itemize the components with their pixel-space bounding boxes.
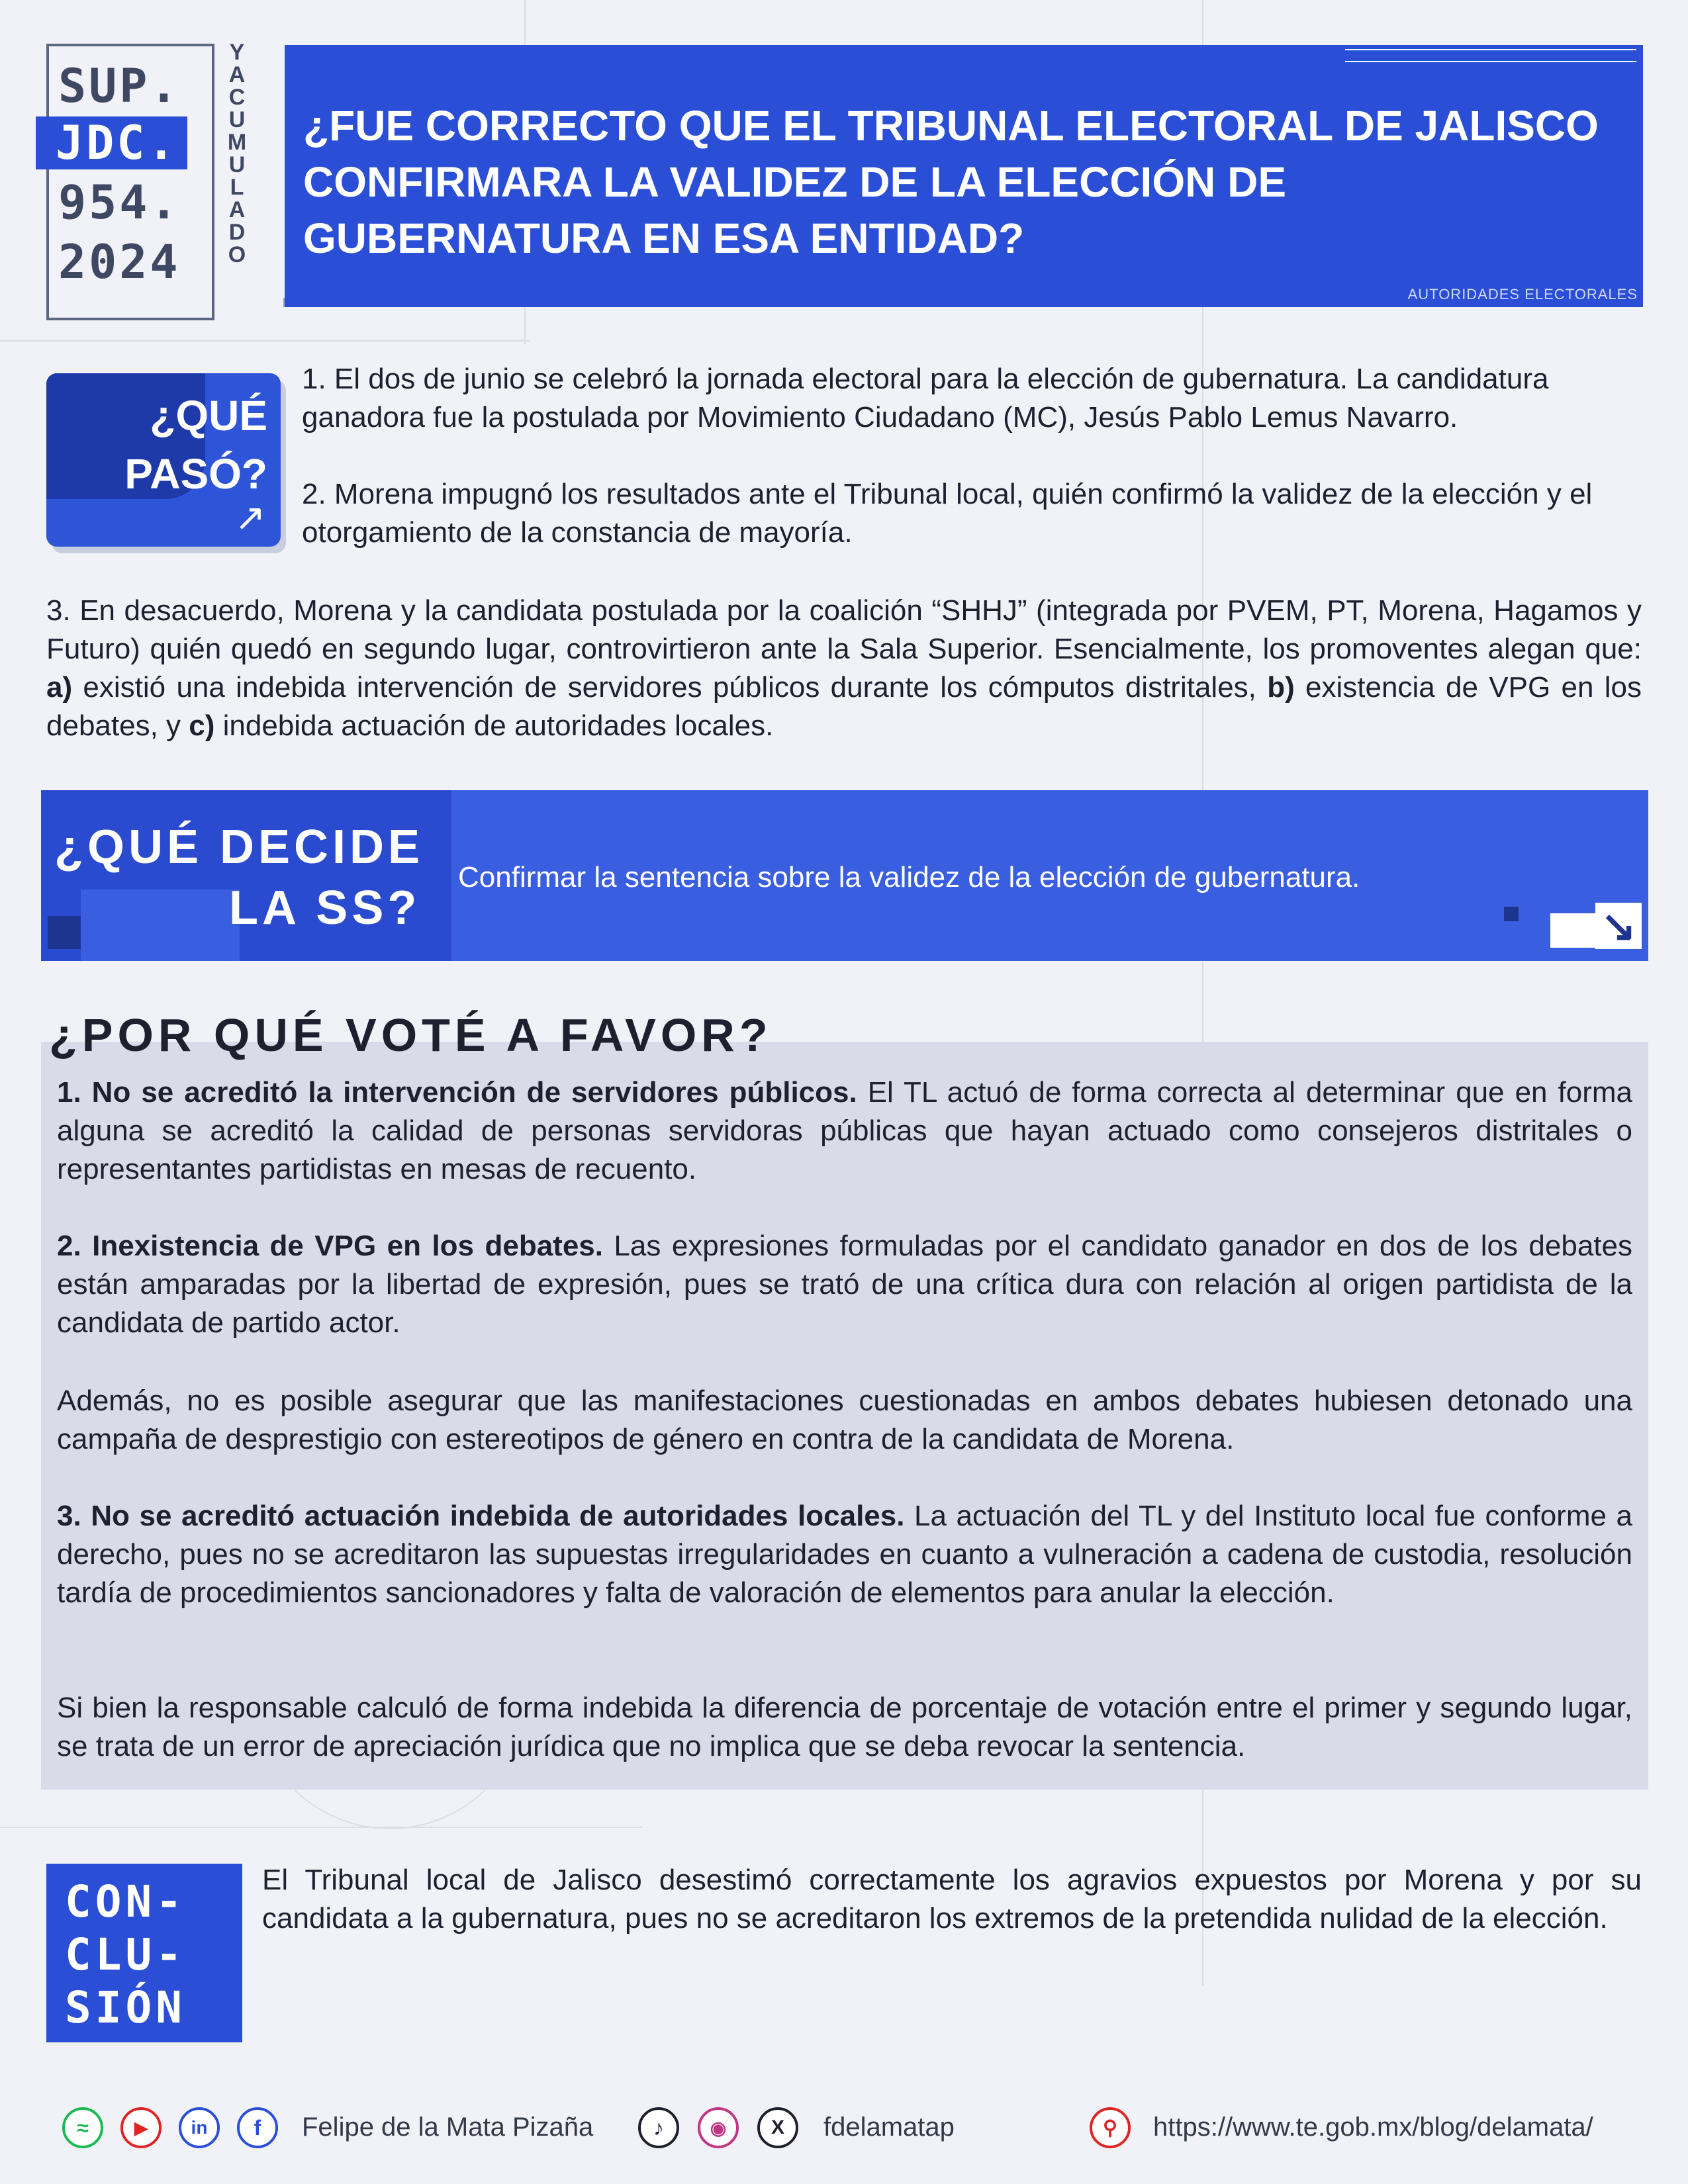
- reason-2-extra: Además, no es posible asegurar que las manifestaciones cuestionadas en ambos debates hubiesen detonado una campaña de desprestigio con estereotipos de género en contra de la candidata de Morena.: [57, 1385, 1632, 1455]
- page-title: ¿FUE CORRECTO QUE EL TRIBUNAL ELECTORAL DE JALISCO CONFIRMARA LA VALIDEZ DE LA ELECCIÓN DE GUBERNATURA EN ESA ENTIDAD?: [303, 102, 1599, 262]
- decision-label-line: ¿QUÉ DECIDE: [54, 821, 424, 874]
- youtube-icon[interactable]: ▶: [120, 2107, 162, 2148]
- paragraph-3-text: 3. En desacuerdo, Morena y la candidata postulada por la coalición “SHHJ” (integrada por PVEM, PT, Morena, Hagamos y Futuro) quién quedó en segundo lugar, controvirtieron ante la Sala Superior. Esencialmente, los promoventes alegan que:: [46, 594, 1642, 665]
- paragraph-1: 1. El dos de junio se celebró la jornada electoral para la elección de gubernatura. La candidatura ganadora fue la postulada por Movimiento Ciudadano (MC), Jesús Pablo Lemus Navarro.: [302, 363, 1549, 433]
- decision-label-line: LA SS?: [229, 882, 421, 934]
- decision-banner: [41, 790, 1648, 961]
- decision-label: [54, 817, 424, 938]
- blog-url-link[interactable]: https://www.te.gob.mx/blog/delamata/: [1153, 2113, 1593, 2142]
- que-paso-label-line: PASÓ?: [124, 450, 267, 498]
- acumulado-letter: Y: [229, 40, 245, 65]
- arrow-down-right-icon: ↘: [1595, 903, 1642, 949]
- case-number-box: [46, 44, 214, 320]
- reason-heading: 3. No se acreditó actuación indebida de autoridades locales.: [57, 1500, 905, 1532]
- acumulado-letter: A: [228, 62, 246, 87]
- category-tag: AUTORIDADES ELECTORALES: [1407, 286, 1638, 302]
- conclusion-label-line: CON-: [65, 1876, 186, 1927]
- list-marker: c): [189, 709, 215, 742]
- arrow-up-right-icon: ↗: [234, 496, 266, 538]
- search-icon: ⚲: [1090, 2107, 1131, 2148]
- reason-heading: 2. Inexistencia de VPG en los debates.: [57, 1230, 603, 1262]
- acumulado-letter: A: [228, 197, 246, 222]
- tiktok-icon[interactable]: ♪: [638, 2107, 679, 2148]
- acumulado-letter: O: [228, 242, 246, 267]
- section-title: ¿POR QUÉ VOTÉ A FAVOR?: [49, 1009, 773, 1061]
- que-paso-card: [46, 373, 281, 547]
- decision-answer: Confirmar la sentencia sobre la validez de la elección de gubernatura.: [458, 861, 1360, 893]
- grid-line: [0, 1827, 642, 1828]
- acumulado-letter: L: [230, 175, 244, 200]
- spotify-icon[interactable]: ≈: [62, 2107, 103, 2148]
- conclusion-label-line: SIÓN: [65, 1982, 186, 2033]
- acumulado-letter: C: [228, 85, 246, 110]
- reason-text: El TL actuó de forma correcta al determinar que en forma alguna se acreditó la calidad de personas servidoras públicas que hayan actuado como consejeros distritales o representantes partidistas en mesas de recuento.: [57, 1076, 1632, 1185]
- header-banner: [285, 45, 1643, 307]
- acumulado-letter: D: [228, 220, 246, 245]
- deco-square: [1504, 907, 1519, 921]
- x-icon[interactable]: X: [757, 2107, 798, 2148]
- reason-2: [57, 1227, 1632, 1342]
- ruler-decoration: [1345, 49, 1636, 62]
- case-line-3: 954.: [58, 175, 181, 230]
- reason-text: Las expresiones formuladas por el candidato ganador en dos de los debates están amparadas por la libertad de expresión, pues se trató de una crítica dura con relación al origen partidista de la candidata de partido actor.: [57, 1230, 1632, 1339]
- paragraph-3-text: existencia de VPG en los debates, y: [46, 671, 1642, 742]
- author-name: Felipe de la Mata Pizaña: [302, 2113, 594, 2142]
- acumulado-vertical-label: [224, 41, 250, 266]
- case-line-4: 2024: [58, 235, 181, 289]
- social-handle[interactable]: fdelamatap: [823, 2113, 955, 2142]
- acumulado-letter: U: [228, 152, 246, 177]
- paragraph-3-text: existió una indebida intervención de servidores públicos durante los cómputos distritales,: [72, 671, 1268, 704]
- acumulado-letter: M: [227, 130, 247, 155]
- paragraph-3: [46, 592, 1642, 745]
- reason-3: [57, 1497, 1632, 1612]
- case-line-2: JDC.: [36, 116, 187, 169]
- case-line-1: SUP.: [58, 59, 181, 113]
- linkedin-icon[interactable]: in: [179, 2107, 220, 2148]
- conclusion-label: [65, 1876, 186, 2034]
- acumulado-letter: U: [228, 107, 246, 132]
- conclusion-label-box: [46, 1864, 242, 2042]
- que-paso-label-line: ¿QUÉ: [150, 392, 267, 439]
- list-marker: b): [1267, 671, 1295, 704]
- facebook-icon[interactable]: f: [237, 2107, 278, 2148]
- que-paso-label: [124, 387, 267, 503]
- reason-3-extra: Si bien la responsable calculó de forma indebida la diferencia de porcentaje de votación entre el primer y segundo lugar, se trata de un error de apreciación jurídica que no implica que se deba revocar la sentencia.: [57, 1692, 1632, 1762]
- paragraph-3-text: indebida actuación de autoridades locales.: [214, 709, 774, 742]
- conclusion-text: El Tribunal local de Jalisco desestimó correctamente los agravios expuestos por Morena y por su candidata a la gubernatura, pues no se acreditaron los extremos de la pretendida nulidad de la elección.: [262, 1864, 1642, 1934]
- reason-1: [57, 1073, 1632, 1189]
- reason-heading: 1. No se acreditó la intervención de servidores públicos.: [57, 1076, 857, 1109]
- conclusion-label-line: CLU-: [65, 1929, 186, 1980]
- instagram-icon[interactable]: ◉: [698, 2107, 739, 2148]
- list-marker: a): [46, 671, 73, 704]
- grid-line: [0, 340, 530, 341]
- reason-text: La actuación del TL y del Instituto local fue conforme a derecho, pues no se acreditaron las supuestas irregularidades en cuanto a vulneración a cadena de custodia, resolución tardía de procedimientos sancionadores y falta de valoración de elementos para anular la elección.: [57, 1500, 1632, 1609]
- paragraph-2: 2. Morena impugnó los resultados ante el Tribunal local, quién confirmó la validez de la elección y el otorgamiento de la constancia de mayoría.: [302, 478, 1593, 549]
